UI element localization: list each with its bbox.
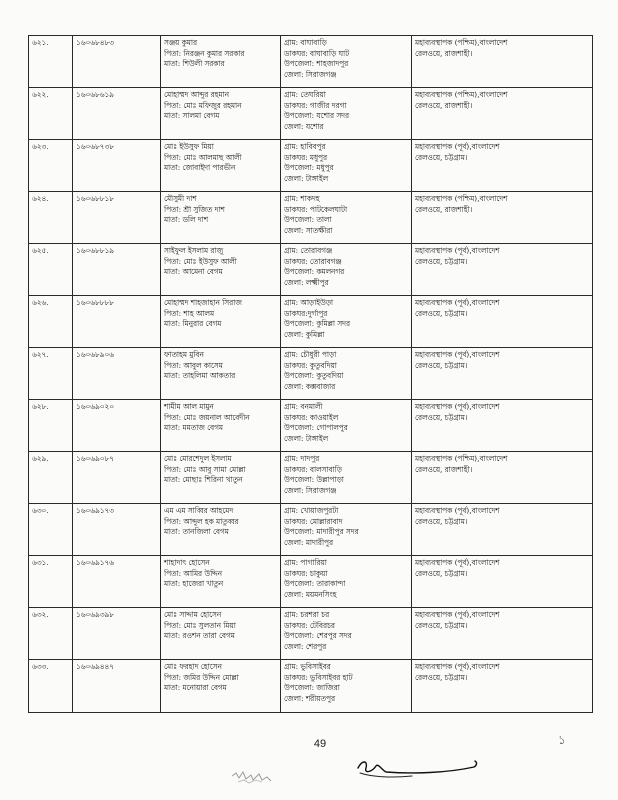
- candidate-name: মোঃ ফরহাদ হোসেন: [164, 662, 222, 671]
- father-name: পিতা: আব্দুল হক মাতুব্বর: [164, 516, 239, 526]
- posting-cell: [412, 192, 593, 244]
- posting-location: রেলওয়ে, রাজশাহী।: [415, 48, 473, 58]
- address-cell: [281, 504, 412, 556]
- candidate-name: সঞ্জয় কুমার: [164, 38, 197, 47]
- upazila: উপজেলা: কুমিল্লা সদর: [284, 319, 350, 329]
- candidate-cell: [161, 556, 281, 608]
- mother-name: মাতা: সালমা বেগম: [164, 111, 220, 121]
- candidate-cell: [161, 296, 281, 348]
- post-office: ডাকঘর: কুতুবদিয়া: [284, 360, 337, 370]
- roll-number: ১৬০৬৯১৭৩: [76, 506, 114, 515]
- posting-office: মহাব্যবস্থাপক (পূর্ব),বাংলাদেশ: [415, 246, 500, 255]
- roll-number: ১৬০৬৯০৮৭: [76, 454, 114, 463]
- roll-number: ১৬০৬৮৮১৯: [76, 246, 114, 255]
- posting-cell: [412, 88, 593, 140]
- post-office: ডাকঘর: ভুবিসাইবর হাট: [284, 672, 353, 682]
- post-office: ডাকঘর: পাটকেলঘাটা: [284, 204, 348, 214]
- candidate-name: মোঃ মোরশেদুল ইসলাম: [164, 454, 232, 463]
- serial-number: ৬৩৩.: [32, 662, 49, 671]
- roll-cell: [73, 244, 161, 296]
- table-row: [29, 608, 593, 660]
- posting-office: মহাব্যবস্থাপক (পূর্ব),বাংলাদেশ: [415, 610, 500, 619]
- candidate-cell: [161, 36, 281, 88]
- candidate-name: মোহাম্মদ শাহজাহান সিরাজ: [164, 298, 242, 307]
- posting-cell: [412, 36, 593, 88]
- serial-cell: [29, 296, 73, 348]
- mother-name: মাতা: মিনুরার বেগম: [164, 319, 222, 329]
- village: গ্রাম: বনমালী: [284, 402, 323, 411]
- upazila: উপজেলা: গোপালপুর: [284, 423, 348, 433]
- table-row: [29, 88, 593, 140]
- address-cell: [281, 192, 412, 244]
- village: গ্রাম: ভুবিসাইবর: [284, 662, 331, 671]
- posting-cell: [412, 348, 593, 400]
- mother-name: মাতা: ডলি দাশ: [164, 215, 209, 225]
- posting-location: রেলওয়ে, চট্টগ্রাম।: [415, 152, 468, 162]
- father-name: পিতা: মোঃ আলমাছ আলী: [164, 152, 242, 162]
- serial-number: ৬২৫.: [32, 246, 49, 255]
- candidate-cell: [161, 140, 281, 192]
- address-cell: [281, 556, 412, 608]
- candidate-cell: [161, 452, 281, 504]
- serial-number: ৬২১.: [32, 38, 49, 47]
- village: গ্রাম: খোয়াজপুরটা: [284, 506, 339, 515]
- village: গ্রাম: আড়াইউড়া: [284, 298, 334, 307]
- candidate-name: ফাতাহম মুবিন: [164, 350, 204, 359]
- posting-location: রেলওয়ে, চট্টগ্রাম।: [415, 620, 468, 630]
- posting-location: রেলওয়ে, রাজশাহী।: [415, 204, 473, 214]
- roll-cell: [73, 296, 161, 348]
- father-name: পিতা: আবুল কাসেম: [164, 360, 223, 370]
- district: জেলা: শরীয়তপুর: [284, 693, 335, 703]
- candidate-name: মৌসুমী দাশ: [164, 194, 197, 203]
- mother-name: মাতা: জোবাইদা পারভীন: [164, 163, 236, 173]
- mother-name: মাতা: মমতাজ বেগম: [164, 423, 223, 433]
- roll-cell: [73, 504, 161, 556]
- serial-number: ৬২৭.: [32, 350, 49, 359]
- village: গ্রাম: চরশরা চর: [284, 610, 330, 619]
- address-cell: [281, 608, 412, 660]
- district: জেলা: শেরপুর: [284, 641, 327, 651]
- district: জেলা: টাঙ্গাইল: [284, 173, 329, 183]
- posting-cell: [412, 400, 593, 452]
- village: গ্রাম: বাঘাবাড়ি: [284, 38, 327, 47]
- serial-cell: [29, 660, 73, 713]
- candidate-cell: [161, 348, 281, 400]
- candidate-table: [28, 35, 593, 713]
- upazila: উপজেলা: মাদারীপুর সদর: [284, 527, 359, 537]
- roll-number: ১৬০৬৯৪৪৭: [76, 662, 114, 671]
- upazila: উপজেলা: কুতুবদিয়া: [284, 371, 344, 381]
- serial-number: ৬৩০.: [32, 506, 49, 515]
- posting-office: মহাব্যবস্থাপক (পূর্ব),বাংলাদেশ: [415, 662, 500, 671]
- roll-cell: [73, 88, 161, 140]
- posting-location: রেলওয়ে, চট্টগ্রাম।: [415, 568, 468, 578]
- village: গ্রাম: তোরাবগঞ্জ: [284, 246, 333, 255]
- serial-cell: [29, 504, 73, 556]
- district: জেলা: সাতক্ষীরা: [284, 225, 333, 235]
- father-name: পিতা: নিরঞ্জন কুমার সরকার: [164, 48, 245, 58]
- serial-number: ৬৩২.: [32, 610, 49, 619]
- candidate-name: শাহাদাৎ হোসেন: [164, 558, 210, 567]
- post-office: ডাকঘর: মধুপুর: [284, 152, 327, 162]
- mother-name: মাতা: তাহলিমা আকতার: [164, 371, 236, 381]
- upazila: উপজেলা: শেরপুর সদর: [284, 631, 352, 641]
- roll-cell: [73, 452, 161, 504]
- serial-cell: [29, 608, 73, 660]
- handwritten-mark: ১: [558, 733, 566, 747]
- table-row: [29, 192, 593, 244]
- father-name: পিতা: শাহ আলম: [164, 308, 214, 318]
- roll-number: ১৬০৬৮৪৮৩: [76, 38, 114, 47]
- roll-number: ১৬০৬৮৮১৮: [76, 194, 114, 203]
- candidate-cell: [161, 244, 281, 296]
- district: জেলা: সিরাজগঞ্জ: [284, 485, 337, 495]
- serial-number: ৬২৩.: [32, 142, 49, 151]
- table-row: [29, 660, 593, 713]
- table-row: [29, 556, 593, 608]
- roll-cell: [73, 660, 161, 713]
- roll-number: ১৬০৬৮৭৩৮: [76, 142, 114, 151]
- address-cell: [281, 244, 412, 296]
- table-row: [29, 400, 593, 452]
- roll-cell: [73, 400, 161, 452]
- roll-number: ১৬০৬৮৬১৯: [76, 90, 114, 99]
- post-office: ডাকঘর: বালসাবাড়ি: [284, 464, 342, 474]
- posting-location: রেলওয়ে, রাজশাহী।: [415, 464, 473, 474]
- posting-cell: [412, 244, 593, 296]
- posting-location: রেলওয়ে, রাজশাহী।: [415, 100, 473, 110]
- table-row: [29, 36, 593, 88]
- posting-cell: [412, 660, 593, 713]
- village: গ্রাম: পাগারিয়া: [284, 558, 327, 567]
- posting-office: মহাব্যবস্থাপক (পূর্ব),বাংলাদেশ: [415, 142, 500, 151]
- upazila: উপজেলা: জাজিরা: [284, 683, 340, 693]
- father-name: পিতা: মোঃ ইউসুফ আলী: [164, 256, 237, 266]
- table-row: [29, 504, 593, 556]
- table-body: [29, 36, 593, 713]
- candidate-name: শামীম আল মামুন: [164, 402, 214, 411]
- roll-cell: [73, 192, 161, 244]
- village: গ্রাম: চৌধুরী পাড়া: [284, 350, 337, 359]
- posting-cell: [412, 556, 593, 608]
- roll-number: ১৬০৬৯০২০: [76, 402, 114, 411]
- posting-cell: [412, 504, 593, 556]
- mother-name: মাতা: মোছাঃ শিরিনা খাতুন: [164, 475, 243, 485]
- stamp-smudge-icon: [228, 766, 284, 788]
- candidate-cell: [161, 88, 281, 140]
- serial-cell: [29, 556, 73, 608]
- posting-office: মহাব্যবস্থাপক (পূর্ব),বাংলাদেশ: [415, 350, 500, 359]
- candidate-cell: [161, 504, 281, 556]
- address-cell: [281, 660, 412, 713]
- district: জেলা: সিরাজগঞ্জ: [284, 69, 337, 79]
- mother-name: মাতা: হাজেরা খাতুন: [164, 579, 224, 589]
- upazila: উপজেলা: কমলনগর: [284, 267, 345, 277]
- father-name: পিতা: আমির উদ্দিন: [164, 568, 222, 578]
- serial-cell: [29, 348, 73, 400]
- serial-cell: [29, 36, 73, 88]
- upazila: উপজেলা: তারাকান্দা: [284, 579, 346, 589]
- address-cell: [281, 36, 412, 88]
- upazila: উপজেলা: উল্লাপাড়া: [284, 475, 344, 485]
- post-office: ডাকঘর: কাওয়াইল: [284, 412, 339, 422]
- posting-office: মহাব্যবস্থাপক (পশ্চিম),বাংলাদেশ: [415, 90, 508, 99]
- posting-location: রেলওয়ে, চট্টগ্রাম।: [415, 412, 468, 422]
- father-name: পিতা: মোঃ জয়নাল আবেদীন: [164, 412, 250, 422]
- post-office: ডাকঘর: বাঘাবাড়ি ঘাট: [284, 48, 350, 58]
- table-row: [29, 244, 593, 296]
- post-office: ডাকঘর: গাজীর দরগা: [284, 100, 347, 110]
- roll-cell: [73, 348, 161, 400]
- address-cell: [281, 296, 412, 348]
- posting-location: রেলওয়ে, চট্টগ্রাম।: [415, 256, 468, 266]
- serial-cell: [29, 452, 73, 504]
- posting-office: মহাব্যবস্থাপক (পশ্চিম),বাংলাদেশ: [415, 38, 508, 47]
- table-row: [29, 140, 593, 192]
- candidate-cell: [161, 660, 281, 713]
- upazila: উপজেলা: মধুপুর: [284, 163, 334, 173]
- serial-cell: [29, 400, 73, 452]
- mother-name: মাতা: মনোয়ারা বেগম: [164, 683, 227, 693]
- district: জেলা: টাঙ্গাইল: [284, 433, 329, 443]
- posting-cell: [412, 296, 593, 348]
- posting-office: মহাব্যবস্থাপক (পূর্ব),বাংলাদেশ: [415, 506, 500, 515]
- mother-name: মাতা: রওশন তারা বেগম: [164, 631, 235, 641]
- address-cell: [281, 400, 412, 452]
- father-name: পিতা: শ্রী সুজিত দাশ: [164, 204, 225, 214]
- mother-name: মাতা: আমেনা বেগম: [164, 267, 223, 277]
- post-office: ডাকঘর: চাকুয়া: [284, 568, 328, 578]
- serial-cell: [29, 140, 73, 192]
- serial-cell: [29, 244, 73, 296]
- district: জেলা: কক্সবাজার: [284, 381, 336, 391]
- address-cell: [281, 140, 412, 192]
- signature-icon: [352, 754, 482, 782]
- candidate-name: সাইফুল ইসলাম রাজু: [164, 246, 224, 255]
- candidate-name: মোঃ ইউসুফ মিয়া: [164, 142, 214, 151]
- village: গ্রাম: দাদপুর: [284, 454, 320, 463]
- serial-number: ৬৩১.: [32, 558, 49, 567]
- candidate-cell: [161, 192, 281, 244]
- roll-number: ১৬০৬৯১৭৬: [76, 558, 114, 567]
- village: গ্রাম: শাকদহ: [284, 194, 320, 203]
- post-office: ডাকঘর: টেবিরচর: [284, 620, 335, 630]
- serial-number: ৬২৪.: [32, 194, 49, 203]
- serial-number: ৬২৯.: [32, 454, 49, 463]
- roll-cell: [73, 36, 161, 88]
- posting-office: মহাব্যবস্থাপক (পশ্চিম),বাংলাদেশ: [415, 454, 508, 463]
- roll-number: ১৬০৬৯৩৯৮: [76, 610, 114, 619]
- candidate-cell: [161, 400, 281, 452]
- mother-name: মাতা: তানজিলা বেগম: [164, 527, 229, 537]
- roll-number: ১৬০৬৮৮৮৮: [76, 298, 114, 307]
- serial-cell: [29, 192, 73, 244]
- upazila: উপজেলা: যশোর সদর: [284, 111, 349, 121]
- post-office: ডাকঘর: তোরাবগঞ্জ: [284, 256, 342, 266]
- village: গ্রাম: তেঘরিয়া: [284, 90, 326, 99]
- roll-number: ১৬০৬৮৯০৬: [76, 350, 114, 359]
- serial-number: ৬২৮.: [32, 402, 49, 411]
- candidate-name: মোঃ সাদ্দাম হোসেন: [164, 610, 222, 619]
- upazila: উপজেলা: শাহজাদপুর: [284, 59, 349, 69]
- table-row: [29, 296, 593, 348]
- posting-office: মহাব্যবস্থাপক (পশ্চিম),বাংলাদেশ: [415, 194, 508, 203]
- address-cell: [281, 348, 412, 400]
- serial-number: ৬২২.: [32, 90, 49, 99]
- page-number: 49: [313, 738, 327, 750]
- posting-location: রেলওয়ে, চট্টগ্রাম।: [415, 672, 468, 682]
- roll-cell: [73, 608, 161, 660]
- posting-location: রেলওয়ে, চট্টগ্রাম।: [415, 360, 468, 370]
- candidate-name: এম এম সাব্বির আহমেদ: [164, 506, 234, 515]
- village: গ্রাম: হাবিবপুর: [284, 142, 326, 151]
- posting-cell: [412, 608, 593, 660]
- father-name: পিতা: জমির উদ্দিন মোল্লা: [164, 672, 239, 682]
- candidate-cell: [161, 608, 281, 660]
- posting-office: মহাব্যবস্থাপক (পূর্ব),বাংলাদেশ: [415, 558, 500, 567]
- post-office: ডাকঘর: মোল্লারাবাদ: [284, 516, 343, 526]
- district: জেলা: লক্ষ্মীপুর: [284, 277, 329, 287]
- roll-cell: [73, 140, 161, 192]
- posting-cell: [412, 452, 593, 504]
- father-name: পিতা: মোঃ আবু সামা মোল্লা: [164, 464, 246, 474]
- father-name: পিতা: মোঃ মফিজুর রহমান: [164, 100, 242, 110]
- table-row: [29, 452, 593, 504]
- district: জেলা: যশোর: [284, 121, 324, 131]
- address-cell: [281, 452, 412, 504]
- posting-office: মহাব্যবস্থাপক (পূর্ব),বাংলাদেশ: [415, 402, 500, 411]
- post-office: ডাকঘর:দুর্গাপুর: [284, 308, 328, 318]
- upazila: উপজেলা: তালা: [284, 215, 332, 225]
- posting-location: রেলওয়ে, চট্টগ্রাম।: [415, 308, 468, 318]
- table-row: [29, 348, 593, 400]
- mother-name: মাতা: শিউলী সরকার: [164, 59, 225, 69]
- address-cell: [281, 88, 412, 140]
- district: জেলা: মাদারীপুর: [284, 537, 334, 547]
- district: জেলা: কুমিল্লা: [284, 329, 325, 339]
- posting-cell: [412, 140, 593, 192]
- posting-office: মহাব্যবস্থাপক (পূর্ব),বাংলাদেশ: [415, 298, 500, 307]
- serial-number: ৬২৬.: [32, 298, 49, 307]
- posting-location: রেলওয়ে, চট্টগ্রাম।: [415, 516, 468, 526]
- roll-cell: [73, 556, 161, 608]
- candidate-name: মোহাম্মদ আব্দুর রহমান: [164, 90, 229, 99]
- serial-cell: [29, 88, 73, 140]
- district: জেলা: ময়মনসিংহ: [284, 589, 337, 599]
- father-name: পিতা: মোঃ সুলতান মিয়া: [164, 620, 236, 630]
